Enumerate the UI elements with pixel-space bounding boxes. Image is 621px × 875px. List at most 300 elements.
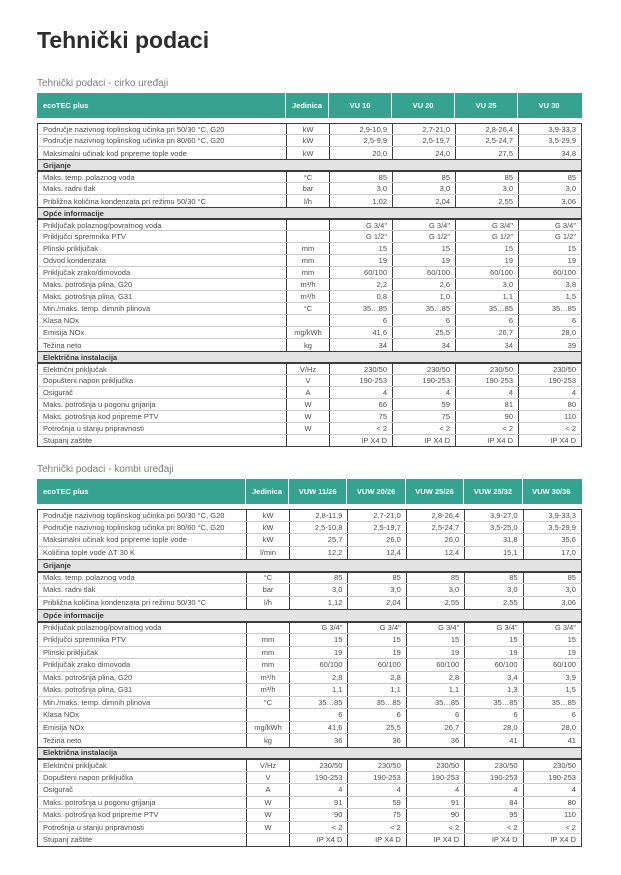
- cell-value: 75: [347, 809, 405, 821]
- table-row: [37, 279, 582, 291]
- cell-unit: l/h: [286, 195, 329, 207]
- cell-value: 60/100: [464, 659, 522, 671]
- cell-value: 2,04: [347, 597, 405, 610]
- cell-value: 90: [455, 411, 518, 422]
- cell-value: 35…85: [464, 697, 522, 709]
- cell-value: 59: [392, 399, 455, 410]
- cell-value: < 2: [455, 423, 518, 434]
- cell-value: 4: [455, 387, 518, 398]
- cell-value: 60/100: [329, 267, 392, 278]
- cell-value: 35…85: [392, 303, 455, 314]
- cell-value: 25,7: [289, 534, 347, 546]
- cell-unit: bar: [286, 183, 329, 194]
- cell-value: 80: [518, 399, 581, 410]
- data-table: [37, 78, 582, 447]
- cell-value: 19: [406, 647, 464, 659]
- section-label: Opće informacije: [43, 208, 104, 218]
- cell-label: Dopušteni napon priključka: [43, 376, 134, 385]
- section-label: Električna instalacija: [43, 748, 118, 758]
- cell-unit: l/min: [246, 547, 289, 560]
- cell-value: 75: [329, 411, 392, 422]
- table-row: [37, 243, 582, 255]
- table-row: [37, 709, 582, 722]
- cell-value: 19: [455, 255, 518, 266]
- cell-value: 25,5: [392, 327, 455, 338]
- cell-value: 35…85: [518, 303, 581, 314]
- cell-unit: mm: [246, 659, 289, 671]
- cell-value: 35…85: [347, 697, 405, 709]
- cell-value: 60/100: [406, 659, 464, 671]
- cell-value: 85: [455, 172, 518, 182]
- table-row: [37, 363, 582, 375]
- cell-value: < 2: [406, 822, 464, 834]
- cell-label: Maks. potrošnja u pogonu grijanja: [43, 400, 156, 409]
- table-row: [37, 267, 582, 279]
- cell-value: 19: [523, 647, 581, 659]
- cell-value: 85: [464, 573, 522, 584]
- column-header: VUW 20/26: [346, 479, 404, 504]
- cell-value: 91: [289, 797, 347, 809]
- table-row: [37, 147, 582, 159]
- table-row: [37, 759, 582, 772]
- cell-value: 4: [289, 784, 347, 796]
- cell-unit: mm: [246, 647, 289, 659]
- column-header: VUW 11/26: [288, 479, 346, 504]
- cell-value: 190-253: [347, 772, 405, 784]
- cell-label: Priključak polaznog/povratnog voda: [43, 623, 162, 633]
- cell-value: 15: [392, 243, 455, 254]
- cell-value: 85: [523, 573, 581, 584]
- cell-label: Maks. potrošnja plina, G31: [43, 292, 133, 301]
- cell-value: 4: [518, 387, 581, 398]
- cell-unit: W: [246, 797, 289, 809]
- cell-label: Emisija NOx: [43, 328, 85, 337]
- cell-value: 81: [455, 399, 518, 410]
- cell-label: Priključak polaznog/povratnog voda: [43, 220, 162, 230]
- cell-value: 1,12: [289, 597, 347, 610]
- cell-value: 28,0: [518, 327, 581, 338]
- data-table: [37, 464, 582, 847]
- table-body: [37, 123, 582, 447]
- cell-value: 6: [406, 709, 464, 721]
- cell-value: 17,0: [523, 547, 581, 560]
- cell-value: 6: [455, 315, 518, 326]
- cell-label: Količina tople vode ΔT 30 K: [43, 548, 136, 558]
- table-row: [37, 387, 582, 399]
- cell-unit: m³/h: [246, 684, 289, 696]
- cell-value: G 3/4": [455, 220, 518, 230]
- cell-label: Maks. potrošnja kod pripreme PTV: [43, 810, 159, 820]
- cell-value: 91: [406, 797, 464, 809]
- cell-value: 2,5-24,7: [406, 522, 464, 534]
- cell-label: Odvod kondenzata: [43, 256, 106, 265]
- cell-value: 41: [523, 734, 581, 747]
- cell-label: Plinski priključak: [43, 244, 99, 253]
- column-header: Jedinica: [245, 479, 288, 504]
- table-row: [37, 772, 582, 785]
- cell-value: G 3/4": [523, 623, 581, 634]
- cell-unit: mm: [286, 243, 329, 254]
- cell-label: Približna količina kondenzata pri režimu 50/30 °C: [43, 196, 207, 206]
- table-row: [37, 572, 582, 585]
- cell-value: 3,0: [523, 584, 581, 596]
- cell-unit: V/Hz: [246, 760, 289, 771]
- cell-value: 41: [464, 734, 522, 747]
- cell-label: Približna količina kondenzata pri režimu 50/30 °C: [43, 598, 207, 608]
- cell-value: 35,6: [523, 534, 581, 546]
- column-header: VUW 30/36: [522, 479, 580, 504]
- cell-unit: [286, 220, 329, 230]
- cell-unit: [286, 435, 329, 446]
- cell-value: 4: [523, 784, 581, 796]
- cell-label: Klasa NOx: [43, 316, 79, 325]
- cell-value: 3,0: [392, 183, 455, 194]
- cell-label: Maks. temp. polaznog voda: [43, 172, 135, 182]
- cell-unit: °C: [286, 172, 329, 182]
- cell-value: IP X4 D: [523, 834, 581, 846]
- cell-label: Stupanj zaštite: [43, 436, 93, 445]
- cell-value: 19: [329, 255, 392, 266]
- cell-value: 2,2: [329, 279, 392, 290]
- section-row: [37, 609, 582, 622]
- cell-value: 31,8: [464, 534, 522, 546]
- cell-unit: kW: [246, 522, 289, 534]
- tables-container: [37, 78, 582, 847]
- cell-value: 12,4: [406, 547, 464, 560]
- cell-value: 35…85: [523, 697, 581, 709]
- cell-value: 85: [347, 573, 405, 584]
- cell-unit: A: [246, 784, 289, 796]
- cell-value: G 3/4": [347, 623, 405, 634]
- column-header: VU 10: [328, 93, 391, 118]
- table-row: [37, 547, 582, 560]
- table-row: [37, 509, 582, 522]
- column-header: VU 20: [391, 93, 454, 118]
- cell-value: 59: [347, 797, 405, 809]
- cell-value: 6: [347, 709, 405, 721]
- cell-value: 15: [406, 634, 464, 646]
- cell-unit: mm: [286, 267, 329, 278]
- cell-unit: V: [286, 375, 329, 386]
- table-header-row: [37, 479, 582, 504]
- cell-value: 28,0: [523, 722, 581, 734]
- cell-value: 3,9-27,0: [464, 510, 522, 521]
- section-label: Opće informacije: [43, 610, 104, 620]
- cell-unit: kg: [286, 339, 329, 351]
- cell-value: 85: [329, 172, 392, 182]
- cell-value: G 3/4": [392, 220, 455, 230]
- cell-value: 110: [523, 809, 581, 821]
- cell-label: Klasa NOx: [43, 710, 79, 720]
- table-row: [37, 123, 582, 135]
- cell-value: IP X4 D: [329, 435, 392, 446]
- cell-value: 27,5: [455, 147, 518, 159]
- section-row: [37, 207, 582, 219]
- cell-unit: bar: [246, 584, 289, 596]
- cell-value: 26,0: [406, 534, 464, 546]
- table-row: [37, 834, 582, 847]
- cell-label: Maks. potrošnja plina, G20: [43, 280, 133, 289]
- cell-value: 26,7: [455, 327, 518, 338]
- cell-value: 12,2: [289, 547, 347, 560]
- cell-value: 6: [329, 315, 392, 326]
- cell-value: 41,6: [289, 722, 347, 734]
- table-row: [37, 435, 582, 447]
- table-row: [37, 647, 582, 660]
- cell-value: 3,06: [518, 195, 581, 207]
- column-header: VU 25: [454, 93, 517, 118]
- cell-unit: W: [246, 809, 289, 821]
- cell-value: G 1/2": [455, 231, 518, 242]
- cell-value: 2,5-19,7: [392, 135, 455, 146]
- cell-value: 3,0: [455, 183, 518, 194]
- cell-unit: m³/h: [246, 672, 289, 684]
- table-row: [37, 634, 582, 647]
- cell-unit: kg: [246, 734, 289, 747]
- cell-value: 230/50: [518, 364, 581, 374]
- table-row: [37, 522, 582, 535]
- cell-value: 3,0: [406, 584, 464, 596]
- cell-value: 2,5-24,7: [455, 135, 518, 146]
- cell-label: Maks. potrošnja u pogonu grijanja: [43, 797, 156, 807]
- cell-label: Maksimalni učinak kod pripreme tople vode: [43, 535, 187, 545]
- cell-value: 60/100: [347, 659, 405, 671]
- cell-value: 2,55: [455, 195, 518, 207]
- table-row: [37, 327, 582, 339]
- table-row: [37, 659, 582, 672]
- cell-value: IP X4 D: [392, 435, 455, 446]
- cell-value: 84: [464, 797, 522, 809]
- cell-label: Plinski priključak: [43, 647, 99, 657]
- cell-value: 85: [406, 573, 464, 584]
- cell-unit: W: [286, 423, 329, 434]
- cell-value: 3,0: [289, 584, 347, 596]
- cell-label: Električni priključak: [43, 760, 107, 770]
- cell-value: 19: [347, 647, 405, 659]
- cell-label: Maks. potrošnja plina, G31: [43, 685, 133, 695]
- cell-value: 190-253: [392, 375, 455, 386]
- cell-value: 230/50: [329, 364, 392, 374]
- cell-value: 4: [406, 784, 464, 796]
- cell-unit: W: [286, 399, 329, 410]
- table-row: [37, 797, 582, 810]
- table-row: [37, 219, 582, 231]
- cell-value: 230/50: [523, 760, 581, 771]
- column-header: ecoTEC plus: [43, 101, 89, 110]
- cell-unit: W: [246, 822, 289, 834]
- column-header: ecoTEC plus: [43, 487, 89, 496]
- cell-value: 4: [392, 387, 455, 398]
- cell-value: 230/50: [455, 364, 518, 374]
- cell-value: < 2: [289, 822, 347, 834]
- cell-unit: m³/h: [286, 279, 329, 290]
- table-header-row: [37, 93, 582, 118]
- cell-value: 6: [523, 709, 581, 721]
- cell-unit: [286, 315, 329, 326]
- cell-value: 95: [464, 809, 522, 821]
- cell-value: 85: [289, 573, 347, 584]
- cell-label: Područje nazivnog toplinskog učinka pri 80/60 °C, G20: [43, 136, 225, 145]
- column-header: VU 30: [517, 93, 580, 118]
- cell-value: 2,55: [406, 597, 464, 610]
- cell-label: Dopušteni napon priključka: [43, 772, 134, 782]
- table-row: [37, 597, 582, 610]
- table-caption: Tehnički podaci - cirko uređaji: [37, 78, 169, 89]
- cell-value: 3,5-25,0: [464, 522, 522, 534]
- cell-value: 20,0: [329, 147, 392, 159]
- cell-value: 230/50: [289, 760, 347, 771]
- table-row: [37, 315, 582, 327]
- table-row: [37, 195, 582, 207]
- cell-value: 3,0: [329, 183, 392, 194]
- cell-value: < 2: [518, 423, 581, 434]
- cell-unit: [246, 709, 289, 721]
- cell-label: Priključci spremnika PTV: [43, 635, 126, 645]
- cell-label: Potrošnja u stanju pripravnosti: [43, 822, 144, 832]
- cell-value: 1,1: [289, 684, 347, 696]
- cell-value: 110: [518, 411, 581, 422]
- table-row: [37, 784, 582, 797]
- cell-label: Min./maks. temp. dimnih plinova: [43, 697, 151, 707]
- cell-value: 230/50: [392, 364, 455, 374]
- cell-unit: kW: [246, 510, 289, 521]
- cell-value: 39: [518, 339, 581, 351]
- cell-label: Priključak zrako dimovoda: [43, 660, 131, 670]
- cell-label: Područje nazivnog toplinskog učinka pri 50/30 °C, G20: [43, 510, 225, 520]
- cell-value: 190-253: [523, 772, 581, 784]
- cell-value: 230/50: [347, 760, 405, 771]
- cell-unit: V: [246, 772, 289, 784]
- cell-value: 35…85: [406, 697, 464, 709]
- cell-value: 3,4: [464, 672, 522, 684]
- cell-value: 2,8: [347, 672, 405, 684]
- cell-label: Osigurač: [43, 785, 74, 795]
- column-header: Jedinica: [285, 93, 328, 118]
- cell-value: 60/100: [455, 267, 518, 278]
- cell-value: IP X4 D: [347, 834, 405, 846]
- cell-label: Maks. potrošnja kod pripreme PTV: [43, 412, 159, 421]
- table-row: [37, 183, 582, 195]
- cell-value: IP X4 D: [464, 834, 522, 846]
- cell-value: 80: [523, 797, 581, 809]
- cell-unit: W: [286, 411, 329, 422]
- cell-value: 6: [518, 315, 581, 326]
- cell-value: 60/100: [289, 659, 347, 671]
- cell-value: 1,1: [347, 684, 405, 696]
- cell-value: 2,55: [464, 597, 522, 610]
- cell-label: Emisija NOx: [43, 722, 85, 732]
- cell-unit: mm: [246, 634, 289, 646]
- table-row: [37, 231, 582, 243]
- cell-value: 85: [392, 172, 455, 182]
- table-row: [37, 135, 582, 147]
- section-row: [37, 351, 582, 363]
- cell-unit: m³/h: [286, 291, 329, 302]
- cell-value: 15: [347, 634, 405, 646]
- cell-value: 36: [406, 734, 464, 747]
- cell-value: 60/100: [518, 267, 581, 278]
- cell-value: G 1/2": [518, 231, 581, 242]
- cell-label: Maks. temp. polaznog voda: [43, 573, 135, 583]
- cell-value: 190-253: [464, 772, 522, 784]
- cell-label: Stupanj zaštite: [43, 835, 93, 845]
- cell-value: 3,0: [518, 183, 581, 194]
- cell-value: 26,0: [347, 534, 405, 546]
- cell-value: 2,8-26,4: [406, 510, 464, 521]
- cell-value: 2,5-19,7: [347, 522, 405, 534]
- cell-value: 12,4: [347, 547, 405, 560]
- cell-value: 19: [289, 647, 347, 659]
- cell-label: Maks. radni tlak: [43, 184, 96, 193]
- table-row: [37, 822, 582, 835]
- cell-value: 19: [518, 255, 581, 266]
- cell-value: 15: [289, 634, 347, 646]
- cell-value: IP X4 D: [455, 435, 518, 446]
- table-row: [37, 375, 582, 387]
- cell-value: 90: [289, 809, 347, 821]
- cell-value: 190-253: [289, 772, 347, 784]
- table-row: [37, 734, 582, 747]
- cell-value: 3,9: [523, 672, 581, 684]
- cell-label: Područje nazivnog toplinskog učinka pri 80/60 °C, G20: [43, 522, 225, 532]
- cell-value: 2,6: [392, 279, 455, 290]
- section-label: Električna instalacija: [43, 352, 118, 362]
- cell-value: G 1/2": [392, 231, 455, 242]
- cell-value: 34: [329, 339, 392, 351]
- table-row: [37, 722, 582, 735]
- table-row: [37, 339, 582, 351]
- cell-unit: °C: [246, 573, 289, 584]
- cell-value: < 2: [464, 822, 522, 834]
- cell-value: G 1/2": [329, 231, 392, 242]
- cell-unit: [246, 834, 289, 846]
- cell-value: 2,04: [392, 195, 455, 207]
- cell-value: 190-253: [455, 375, 518, 386]
- cell-label: Maks. potrošnja plina, G20: [43, 672, 133, 682]
- table-row: [37, 303, 582, 315]
- cell-value: 60/100: [523, 659, 581, 671]
- cell-value: 3,06: [523, 597, 581, 610]
- cell-value: 1,1: [455, 291, 518, 302]
- cell-value: 66: [329, 399, 392, 410]
- cell-unit: kW: [286, 147, 329, 159]
- cell-value: 35…85: [289, 697, 347, 709]
- cell-value: 75: [392, 411, 455, 422]
- cell-label: Električni priključak: [43, 364, 107, 374]
- cell-unit: [286, 231, 329, 242]
- cell-value: 3,9-33,3: [523, 510, 581, 521]
- cell-value: < 2: [523, 822, 581, 834]
- cell-value: 36: [347, 734, 405, 747]
- cell-value: 60/100: [392, 267, 455, 278]
- cell-value: 1,1: [406, 684, 464, 696]
- cell-value: G 3/4": [406, 623, 464, 634]
- cell-value: 1,0: [392, 291, 455, 302]
- cell-value: IP X4 D: [518, 435, 581, 446]
- cell-value: 3,9-33,3: [518, 124, 581, 134]
- cell-value: < 2: [329, 423, 392, 434]
- cell-value: 230/50: [406, 760, 464, 771]
- cell-value: 2,8-11,9: [289, 510, 347, 521]
- cell-value: 24,0: [392, 147, 455, 159]
- cell-value: G 3/4": [289, 623, 347, 634]
- section-label: Grijanje: [43, 560, 71, 570]
- table-row: [37, 171, 582, 183]
- cell-unit: °C: [286, 303, 329, 314]
- cell-value: < 2: [347, 822, 405, 834]
- cell-value: IP X4 D: [289, 834, 347, 846]
- cell-value: G 3/4": [518, 220, 581, 230]
